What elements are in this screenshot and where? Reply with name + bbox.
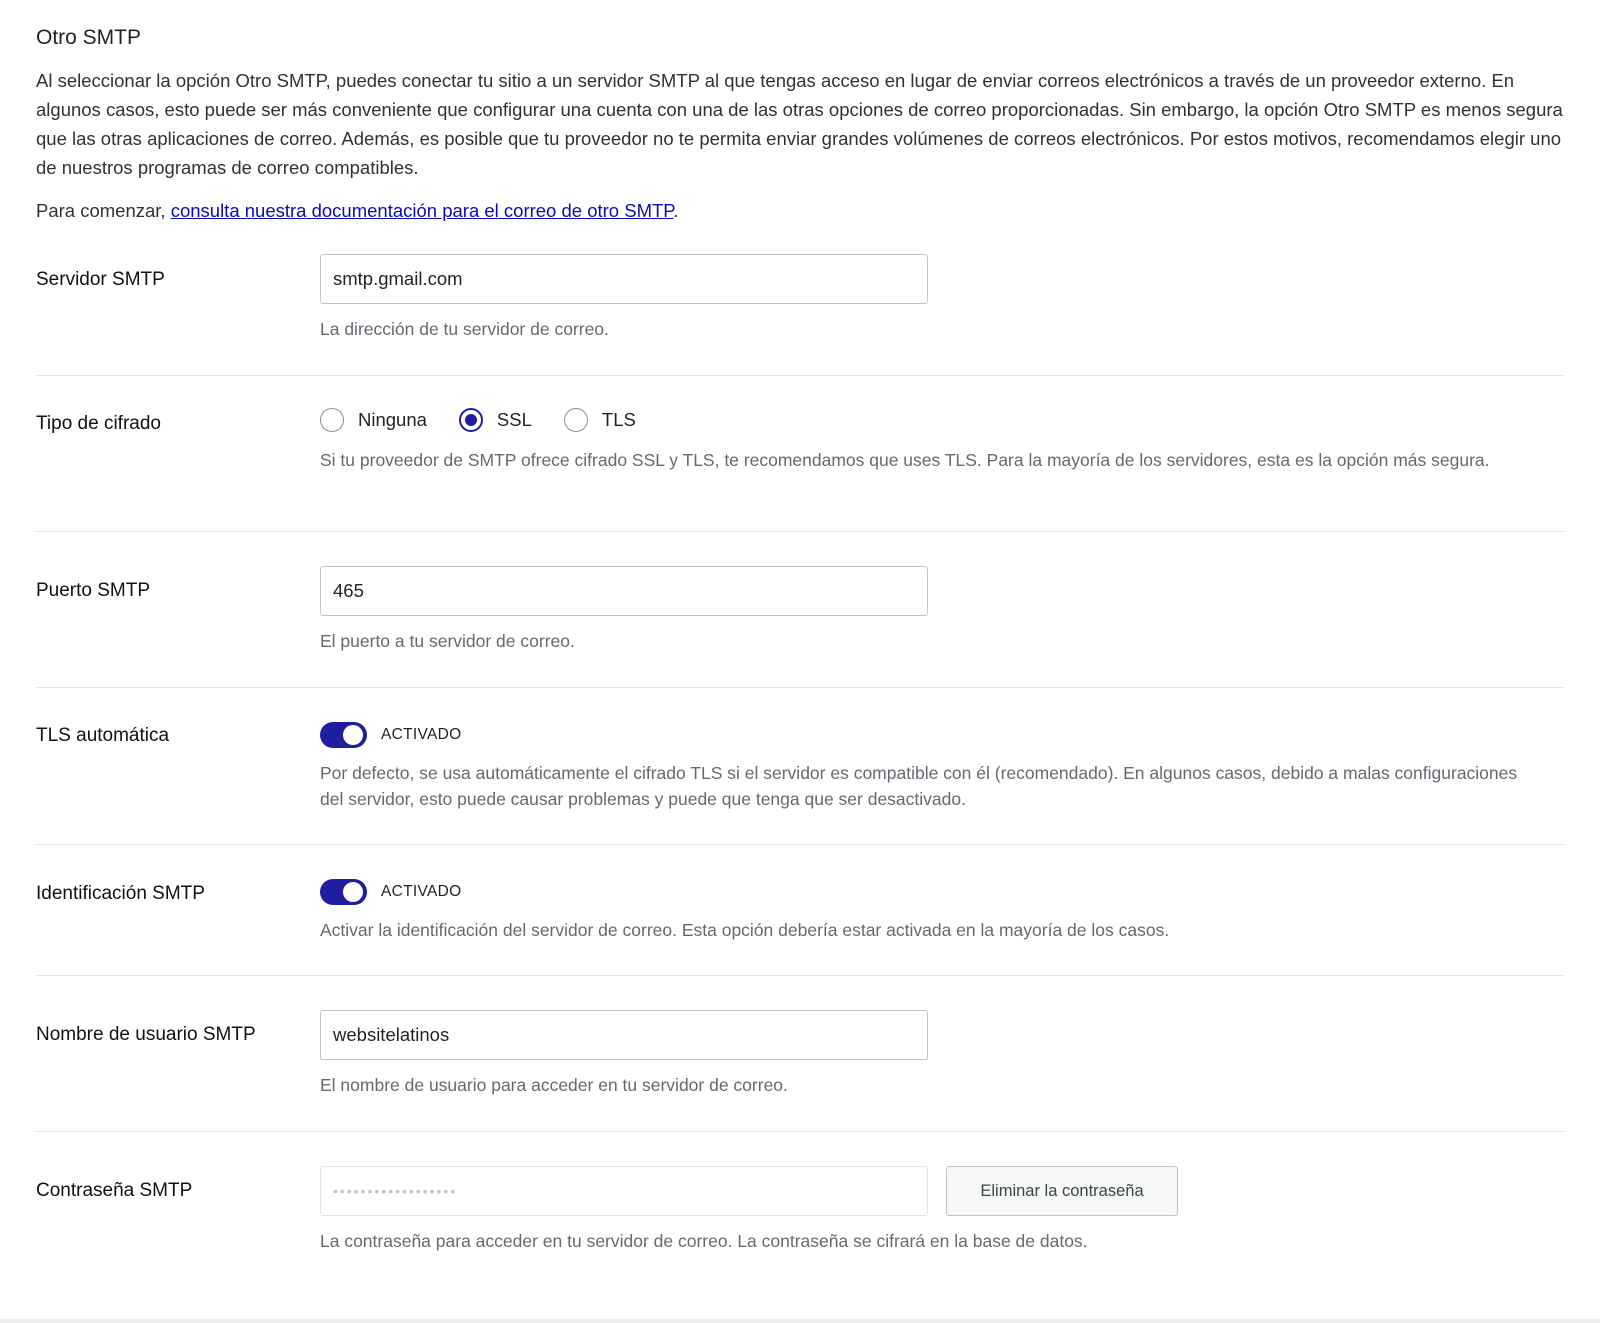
smtp-user-input[interactable]: [320, 1010, 928, 1060]
smtp-user-label: Nombre de usuario SMTP: [36, 1024, 256, 1045]
section-intro: Al seleccionar la opción Otro SMTP, puedes conectar tu sitio a un servidor SMTP al que tengas acceso en lugar de enviar correos electrónicos a través de un proveedor externo. En algunos casos, esto puede ser más conveniente que configurar una cuenta con una de las otras opciones de correo proporcionadas. Sin embargo, la opción Otro SMTP es menos segura que las otras aplicaciones de correo. Además, es posible que tu proveedor no te permita enviar grandes volúmenes de correos electrónicos. Por estos motivos, recomendamos elegir uno de nuestros programas de correo compatibles.: [36, 70, 1563, 178]
getting-started-suffix: .: [673, 200, 679, 221]
auto-tls-toggle[interactable]: [320, 722, 367, 748]
documentation-link[interactable]: consulta nuestra documentación para el correo de otro SMTP: [170, 200, 674, 221]
smtp-port-input[interactable]: [320, 566, 928, 616]
section-title: Otro SMTP: [36, 26, 142, 49]
smtp-password-help: La contraseña para acceder en tu servidor de correo. La contraseña se cifrará en la base de datos.: [320, 1231, 1088, 1251]
encryption-row: [36, 376, 1564, 532]
smtp-auth-toggle[interactable]: [320, 879, 367, 905]
radio-tls-label: TLS: [601, 409, 636, 430]
radio-none[interactable]: [320, 408, 344, 432]
encryption-option-ninguna[interactable]: [320, 408, 427, 432]
smtp-auth-label: Identificación SMTP: [36, 883, 205, 904]
smtp-port-row: [36, 532, 1564, 688]
encryption-help: Si tu proveedor de SMTP ofrece cifrado SSL y TLS, te recomendamos que uses TLS. Para la mayoría de los servidores, esta es la opción más segura.: [320, 450, 1490, 470]
encryption-radio-group: [320, 408, 668, 432]
encryption-option-tls[interactable]: [564, 408, 636, 432]
auto-tls-state: ACTIVADO: [381, 726, 462, 743]
bottom-divider: [0, 1319, 1600, 1323]
smtp-user-help: El nombre de usuario para acceder en tu servidor de correo.: [320, 1075, 788, 1095]
radio-ssl[interactable]: [459, 408, 483, 432]
smtp-auth-row: [36, 845, 1564, 976]
smtp-user-row: [36, 976, 1564, 1132]
auto-tls-toggle-wrap: [320, 722, 461, 748]
radio-ssl-label: SSL: [496, 409, 532, 430]
smtp-host-input[interactable]: [320, 254, 928, 304]
auto-tls-label: TLS automática: [36, 725, 170, 746]
smtp-auth-state: ACTIVADO: [381, 883, 462, 900]
smtp-password-input[interactable]: [320, 1166, 928, 1216]
smtp-host-label: Servidor SMTP: [36, 269, 165, 290]
encryption-option-ssl[interactable]: [459, 408, 532, 432]
getting-started-prefix: Para comenzar,: [36, 200, 171, 221]
auto-tls-help: Por defecto, se usa automáticamente el cifrado TLS si el servidor es compatible con él (recomendado). En algunos casos, debido a malas configuraciones del servidor, esto puede causar problemas y puede que tenga que ser desactivado.: [320, 763, 1518, 809]
remove-password-button[interactable]: Eliminar la contraseña: [946, 1166, 1178, 1216]
smtp-auth-help: Activar la identificación del servidor de correo. Esta opción debería estar activada en la mayoría de los casos.: [320, 920, 1170, 940]
encryption-label: Tipo de cifrado: [36, 413, 161, 434]
radio-tls[interactable]: [564, 408, 588, 432]
smtp-password-row: [36, 1132, 1564, 1282]
smtp-host-help: La dirección de tu servidor de correo.: [320, 319, 609, 339]
auto-tls-row: [36, 688, 1564, 845]
smtp-port-help: El puerto a tu servidor de correo.: [320, 631, 575, 651]
radio-none-label: Ninguna: [358, 409, 427, 430]
smtp-auth-toggle-wrap: [320, 879, 461, 905]
smtp-port-label: Puerto SMTP: [36, 580, 151, 601]
getting-started-line: [36, 196, 678, 225]
smtp-host-row: [36, 250, 1564, 376]
smtp-password-label: Contraseña SMTP: [36, 1180, 193, 1201]
